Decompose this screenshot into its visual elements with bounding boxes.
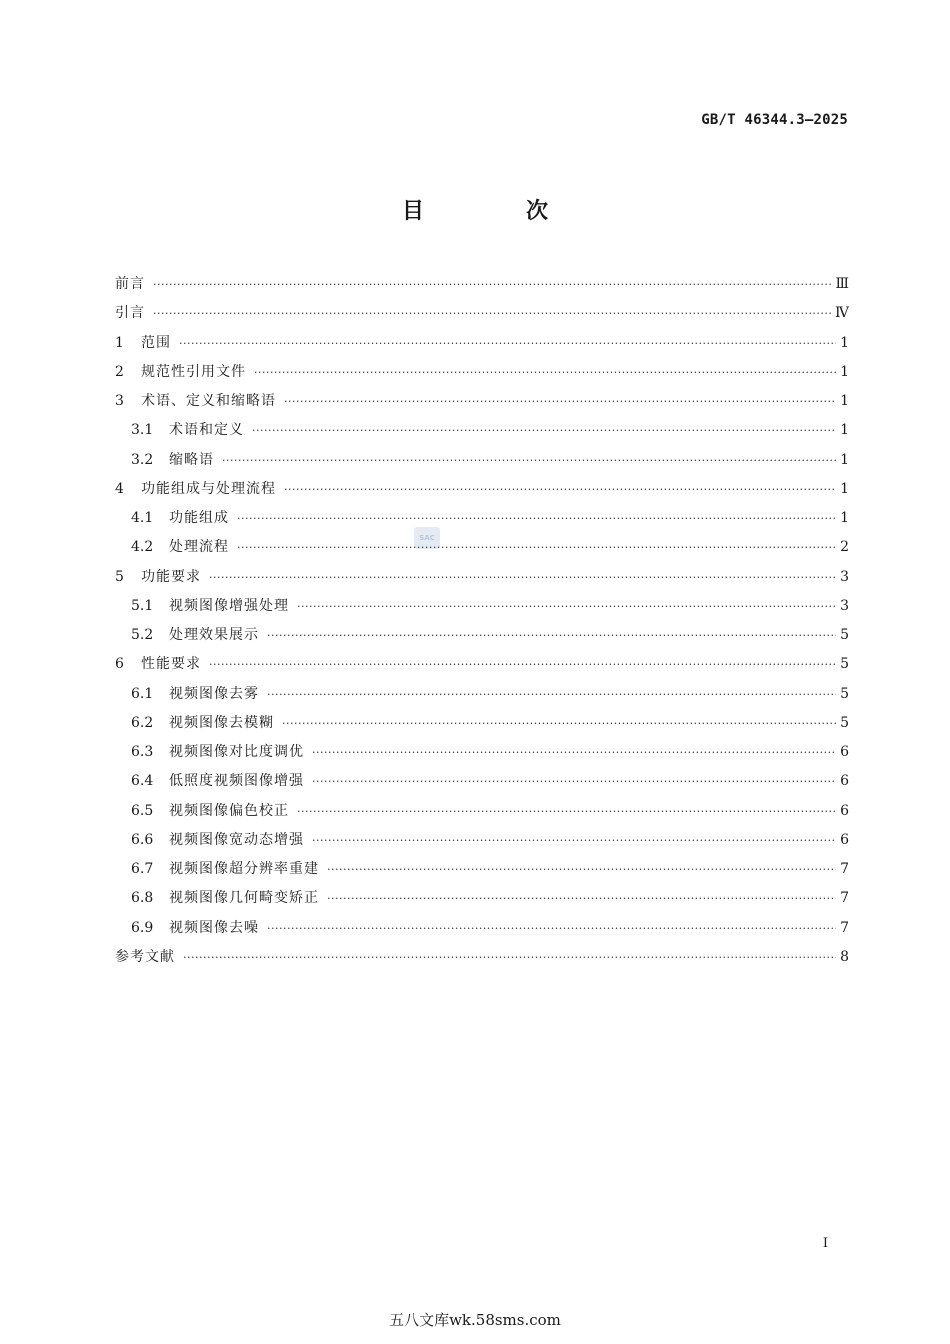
toc-entry-page: 6 xyxy=(840,744,849,760)
toc-dot-leader xyxy=(282,711,836,737)
toc-dot-leader xyxy=(222,448,836,474)
toc-dot-leader xyxy=(153,272,831,298)
toc-entry[interactable] xyxy=(115,271,849,300)
toc-entry-page: 5 xyxy=(840,685,849,702)
toc-entry-page: 8 xyxy=(840,948,849,965)
toc-entry-number: 5.1 xyxy=(131,597,154,614)
toc-dot-leader xyxy=(254,360,836,386)
toc-entry[interactable] xyxy=(115,856,849,885)
toc-dot-leader xyxy=(327,886,836,912)
toc-entry-label: 引言 xyxy=(115,305,145,322)
toc-entry-page: 1 xyxy=(840,422,849,439)
watermark-logo: SAC xyxy=(414,527,440,549)
toc-entry-page: Ⅳ xyxy=(835,305,849,322)
toc-dot-leader xyxy=(284,389,836,415)
toc-entry-number: 5.2 xyxy=(131,627,154,643)
toc-dot-leader xyxy=(284,477,836,503)
toc-entry-label: 规范性引用文件 xyxy=(141,363,246,380)
toc-entry-label: 范围 xyxy=(141,334,171,351)
toc-entry-label: 功能组成 xyxy=(169,510,229,526)
toc-entry-number: 6.4 xyxy=(131,773,154,790)
toc-entry-number: 1 xyxy=(115,334,124,351)
toc-entry-page: 5 xyxy=(840,714,849,731)
toc-entry-number: 4.2 xyxy=(131,539,154,556)
toc-entry-number: 6.6 xyxy=(131,831,154,848)
toc-entry-page: 1 xyxy=(840,334,849,351)
toc-entry[interactable] xyxy=(115,359,849,388)
toc-dot-leader xyxy=(267,682,836,708)
toc-entry[interactable] xyxy=(115,564,849,593)
toc-entry-page: 7 xyxy=(840,861,849,877)
toc-entry[interactable] xyxy=(115,768,849,797)
toc-entry-page: 1 xyxy=(840,480,849,497)
toc-entry-label: 处理流程 xyxy=(169,539,229,556)
page-number: I xyxy=(822,1236,828,1251)
toc-entry-label: 视频图像宽动态增强 xyxy=(169,831,304,848)
toc-dot-leader xyxy=(312,828,836,854)
toc-entry-number: 6.2 xyxy=(131,714,154,731)
toc-entry[interactable] xyxy=(115,915,849,944)
toc-entry-page: 7 xyxy=(840,890,849,907)
toc-entry-label: 性能要求 xyxy=(141,656,201,673)
toc-dot-leader xyxy=(153,301,831,327)
toc-entry-page: 6 xyxy=(840,773,849,790)
toc-entry-page: 6 xyxy=(840,831,849,848)
toc-entry-label: 前言 xyxy=(115,276,145,292)
toc-dot-leader xyxy=(267,916,836,942)
toc-entry-label: 视频图像超分辨率重建 xyxy=(169,861,319,877)
standard-code: GB/T 46344.3—2025 xyxy=(701,112,848,128)
toc-entry[interactable] xyxy=(115,651,849,680)
toc-entry-page: 1 xyxy=(840,363,849,380)
toc-entry-number: 4.1 xyxy=(131,510,154,526)
toc-entry-page: 7 xyxy=(840,919,849,936)
toc-entry[interactable] xyxy=(115,534,849,563)
toc-entry[interactable] xyxy=(115,710,849,739)
toc-dot-leader xyxy=(252,418,836,444)
toc-dot-leader xyxy=(209,652,836,678)
toc-dot-leader xyxy=(179,331,836,357)
toc-entry-number: 6.9 xyxy=(131,919,154,936)
toc-entry[interactable] xyxy=(115,330,849,359)
toc-entry[interactable] xyxy=(115,447,849,476)
toc-dot-leader xyxy=(237,506,836,532)
toc-entry-number: 4 xyxy=(115,480,124,497)
toc-entry[interactable] xyxy=(115,944,849,973)
toc-entry-page: 5 xyxy=(840,627,849,643)
toc-entry-label: 视频图像增强处理 xyxy=(169,597,289,614)
toc-entry[interactable] xyxy=(115,885,849,914)
toc-entry-page: 3 xyxy=(840,597,849,614)
toc-entry-number: 3.2 xyxy=(131,451,154,468)
toc-dot-leader xyxy=(209,565,836,591)
toc-entry-label: 缩略语 xyxy=(169,451,214,468)
toc-entry-page: 1 xyxy=(840,393,849,409)
toc-entry-label: 参考文献 xyxy=(115,948,175,965)
toc-entry-number: 6.5 xyxy=(131,802,154,819)
toc-entry[interactable] xyxy=(115,681,849,710)
toc-entry[interactable] xyxy=(115,476,849,505)
toc-entry[interactable] xyxy=(115,417,849,446)
toc-entry-page: 2 xyxy=(840,539,849,556)
toc-entry[interactable] xyxy=(115,388,849,417)
toc-entry[interactable] xyxy=(115,622,849,651)
toc-dot-leader xyxy=(267,623,836,649)
toc-entry-page: 1 xyxy=(840,510,849,526)
page-title: 目 次 xyxy=(401,199,588,224)
toc-entry[interactable] xyxy=(115,827,849,856)
toc-entry[interactable] xyxy=(115,798,849,827)
toc-entry-label: 视频图像对比度调优 xyxy=(169,744,304,760)
toc-entry-label: 功能要求 xyxy=(141,568,201,585)
toc-entry-label: 低照度视频图像增强 xyxy=(169,773,304,790)
toc-entry-number: 6.1 xyxy=(131,685,154,702)
footer-site[interactable]: 五八文库wk.58sms.com xyxy=(389,1311,561,1329)
toc-entry-page: 3 xyxy=(840,568,849,585)
toc-entry-label: 功能组成与处理流程 xyxy=(141,480,276,497)
toc-dot-leader xyxy=(312,740,836,766)
toc-entry[interactable] xyxy=(115,593,849,622)
toc-entry-page: 1 xyxy=(840,451,849,468)
toc-entry-number: 6.3 xyxy=(131,744,154,760)
toc-entry-label: 术语和定义 xyxy=(169,422,244,439)
toc-entry-number: 2 xyxy=(115,363,124,380)
toc-dot-leader xyxy=(237,535,836,561)
toc-entry-number: 5 xyxy=(115,568,124,585)
toc-entry-label: 视频图像偏色校正 xyxy=(169,802,289,819)
toc-entry-label: 处理效果展示 xyxy=(169,627,259,643)
toc-dot-leader xyxy=(327,857,836,883)
toc-dot-leader xyxy=(312,769,836,795)
toc-dot-leader xyxy=(297,594,836,620)
toc-entry-label: 术语、定义和缩略语 xyxy=(141,393,276,409)
toc-entry[interactable] xyxy=(115,505,849,534)
toc-dot-leader xyxy=(183,945,836,971)
toc-entry-number: 6 xyxy=(115,656,124,673)
toc-entry-page: 5 xyxy=(840,656,849,673)
toc-entry-number: 3.1 xyxy=(131,422,154,439)
toc-dot-leader xyxy=(297,799,836,825)
toc-entry-number: 6.7 xyxy=(131,861,154,877)
table-of-contents xyxy=(115,271,849,973)
toc-entry[interactable] xyxy=(115,300,849,329)
toc-entry-page: Ⅲ xyxy=(835,276,849,292)
toc-entry-label: 视频图像去噪 xyxy=(169,919,259,936)
toc-entry-label: 视频图像几何畸变矫正 xyxy=(169,890,319,907)
toc-entry-number: 6.8 xyxy=(131,890,154,907)
toc-entry[interactable] xyxy=(115,739,849,768)
toc-entry-label: 视频图像去雾 xyxy=(169,685,259,702)
toc-entry-label: 视频图像去模糊 xyxy=(169,714,274,731)
toc-entry-number: 3 xyxy=(115,393,124,409)
toc-entry-page: 6 xyxy=(840,802,849,819)
